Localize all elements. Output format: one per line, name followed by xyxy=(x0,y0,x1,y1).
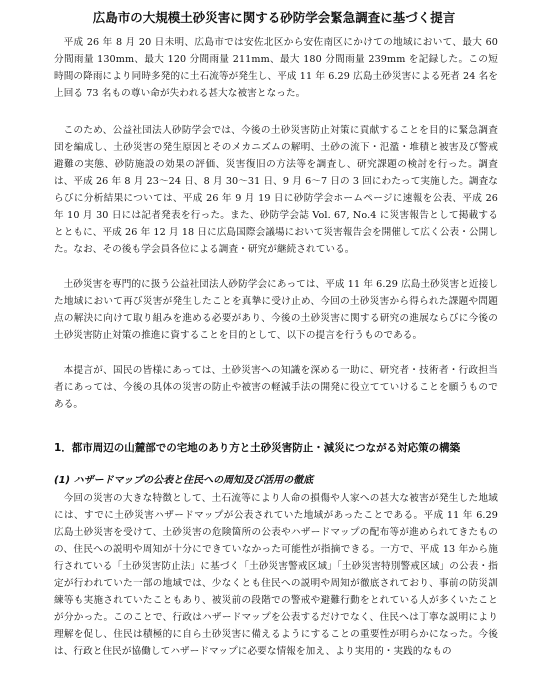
section-1-heading: 1．都市周辺の山麓部での宅地のあり方と土砂災害防止・減災につながる対応策の構築 xyxy=(54,442,461,454)
intro-paragraph-3: 土砂災害を専門的に扱う公益社団法人砂防学会にあっては、平成 11 年 6.29 広島土砂災害と近接した地域において再び災害が発生したことを真摯に受け止め、今回の土砂災害から得られた課題や問題点の解決に向けて取り組みを進める必要があり、今後の土砂災害に関する研究の進展ならびに今後の土砂災害防止対策の推進に資することを目的として、以下の提言を行うものである。 xyxy=(54,279,499,341)
subsection-1-heading: (1) ハザードマップの公表と住民への周知及び活用の徹底 xyxy=(54,475,314,486)
section-1-paragraph: 今回の災害の大きな特徴として、土石流等により人命の損傷や人家への甚大な被害が発生した地域には、すでに土砂災害ハザードマップが公表されていた地域があったことである。平成 11 年 6.29 広島土砂災害を受けて、土砂災害の危険箇所の公表やハザードマップの配布等が進められてきたものの、住民への説明や周知が十分にできていなかった可能性が指摘できる。一方で、平成 13 年から施行されている「土砂災害防止法」に基づく「土砂災害警戒区域」「土砂災害特別警戒区域」の公表・指定が行われていた一部の地域では、少なくとも住民への説明や周知が徹底されており、事前の防災訓練等も実施されていたこともあり、被災前の段階での警戒や避難行動をとれている人が多くいたことが分かった。このことで、行政はハザードマップを公表するだけでなく、住民へは丁寧な説明により理解を促し、住民は積極的に自ら土砂災害に備えるようにすることの重要性が明らかになった。今後は、行政と住民が協働してハザードマップに必要な情報を加え、より実用的・実践的なもの xyxy=(54,493,498,657)
document-title: 広島市の大規模土砂災害に関する砂防学会緊急調査に基づく提言 xyxy=(92,10,456,25)
intro-paragraph-1: 平成 26 年 8 月 20 日未明、広島市では安佐北区から安佐南区にかけての地域において、最大 60 分間雨量 130mm、最大 120 分間雨量 211mm、最大 180 分間雨量 239mm を記録した。この短時間の降雨により同時多発的に土石流等が発生し、平成 11 年 6.29 広島土砂災害による死者 24 名を上回る 73 名もの尊い命が失われる甚大な被害となった。 xyxy=(54,37,498,99)
intro-paragraph-2: このため、公益社団法人砂防学会では、今後の土砂災害防止対策に貢献することを目的に緊急調査団を編成し、土砂災害の発生原因とそのメカニズムの解明、土砂の流下・氾濫・堆積と被害及び警戒避難の実態、砂防施設の効果の評価、災害復旧の方法等を調査し、研究課題の検討を行った。調査は、平成 26 年 8 月 23～24 日、8 月 30～31 日、9 月 6～7 日の 3 回にわたって実施した。調査ならびに分析結果については、平成 26 年 9 月 19 日に砂防学会ホームページに速報を公表、平成 26 年 10 月 30 日には記者発表を行った。また、砂防学会誌 Vol. 67, No.4 に災害報告として掲載するとともに、平成 26 年 12 月 18 日に広島国際会議場において災害報告会を開催して広く公表・公開した。なお、その後も学会員各位による調査・研究が継続されている。 xyxy=(54,125,498,255)
intro-paragraph-4: 本提言が、国民の皆様にあっては、土砂災害への知識を深める一助に、研究者・技術者・行政担当者にあっては、今後の具体の災害の防止や被害の軽減手法の開発に役立てていけることを願うものである。 xyxy=(54,365,498,410)
